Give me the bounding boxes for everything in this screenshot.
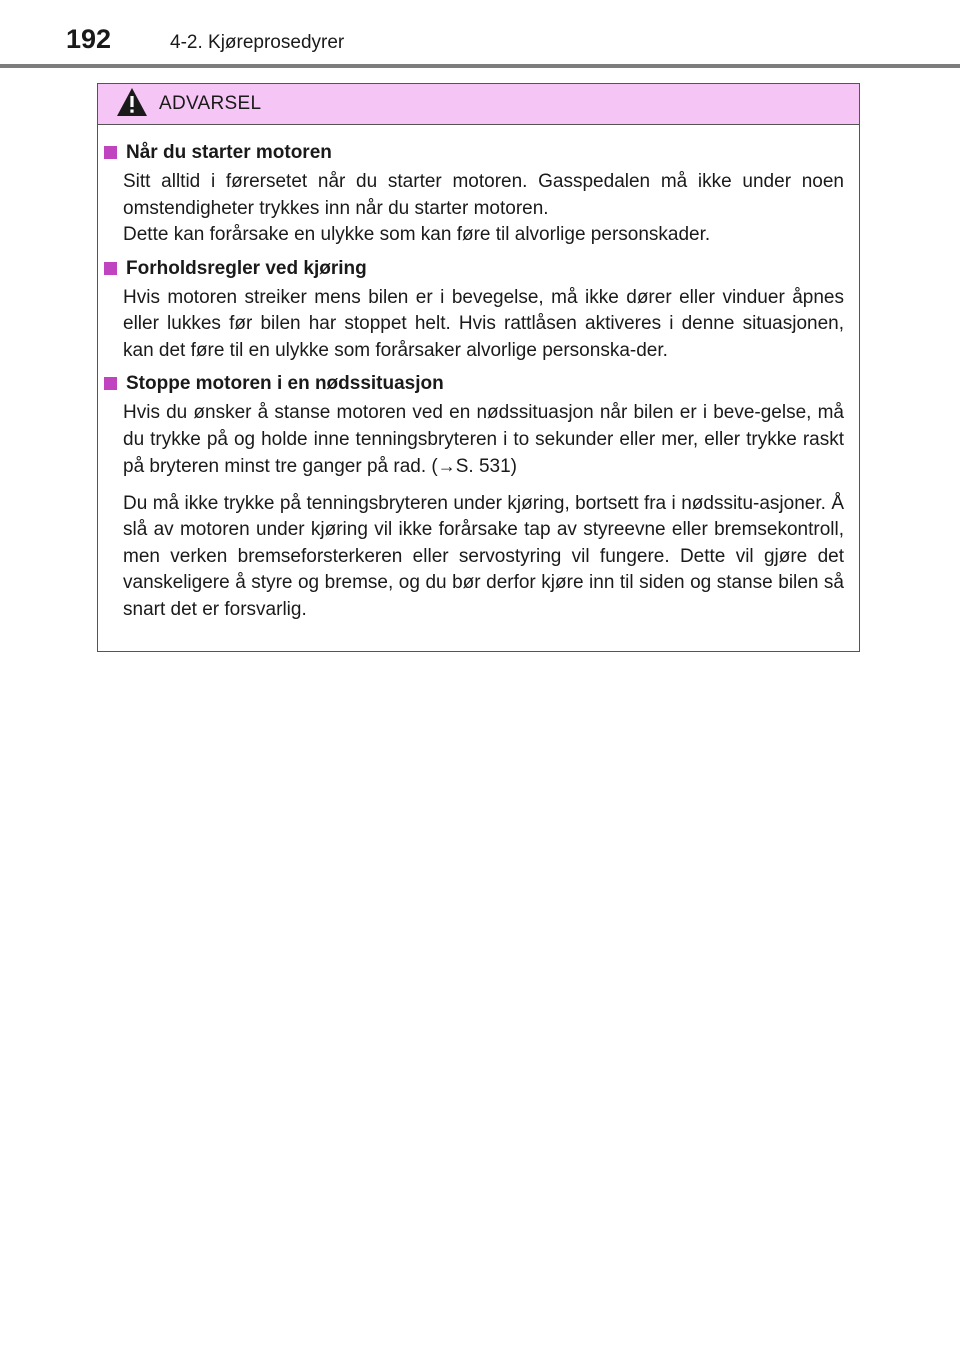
warning-triangle-icon xyxy=(116,87,148,117)
reference-close: ) xyxy=(510,456,517,477)
square-bullet-icon xyxy=(104,146,117,159)
section-starting-engine xyxy=(98,140,859,249)
header-divider xyxy=(0,64,960,68)
page-reference-link[interactable]: S. 531 xyxy=(455,456,511,477)
section-heading xyxy=(98,140,859,165)
page-number: 192 xyxy=(66,24,112,54)
paragraph-text: Hvis du ønsker å stanse motoren ved en nødssituasjon når bilen er i beve-gelse, må du trykke på og holde inne tenningsbryteren i to sekunder eller mer, eller trykke raskt på bryteren minst tre ganger på rad. ( xyxy=(123,402,844,477)
warning-header xyxy=(98,84,859,125)
section-emergency-stop xyxy=(98,371,859,623)
section-heading xyxy=(98,371,859,396)
square-bullet-icon xyxy=(104,377,117,390)
right-arrow-icon: → xyxy=(437,456,456,476)
warning-box xyxy=(97,83,860,652)
warning-body xyxy=(98,140,859,630)
paragraph: Hvis motoren streiker mens bilen er i bevegelse, må ikke dører eller vinduer åpnes eller lukkes før bilen har stoppet helt. Hvis rattlåsen aktiveres i denne situasjonen, kan det føre til en ulykke som forårsaker alvorlige personska-der. xyxy=(123,286,844,361)
warning-label: ADVARSEL xyxy=(159,93,262,114)
page-header xyxy=(0,0,960,68)
paragraph xyxy=(123,400,844,481)
section-heading-text: Forholdsregler ved kjøring xyxy=(126,257,367,279)
section-driving-precautions xyxy=(98,256,859,365)
paragraph: Dette kan forårsake en ulykke som kan føre til alvorlige personskader. xyxy=(123,224,711,245)
square-bullet-icon xyxy=(104,262,117,275)
paragraph: Du må ikke trykke på tenningsbryteren under kjøring, bortsett fra i nødssitu-asjoner. Å slå av motoren under kjøring vil ikke forårsake tap av styreevne eller bremsekontroll, men verken bremseforsterkeren eller servostyring vil fungere. Dette vil gjøre det vanskeligere å styre og bremse, og du bør derfor kjøre inn til siden og stanse bilen så snart det er forsvarlig. xyxy=(123,492,844,620)
section-heading-text: Stoppe motoren i en nødssituasjon xyxy=(126,373,444,394)
section-title: 4-2. Kjøreprosedyrer xyxy=(170,32,345,53)
section-heading xyxy=(98,256,859,281)
section-heading-text: Når du starter motoren xyxy=(126,142,332,163)
paragraph: Sitt alltid i førersetet når du starter motoren. Gasspedalen må ikke under noen omstendigheter trykkes inn når du starter motoren. xyxy=(123,171,844,219)
